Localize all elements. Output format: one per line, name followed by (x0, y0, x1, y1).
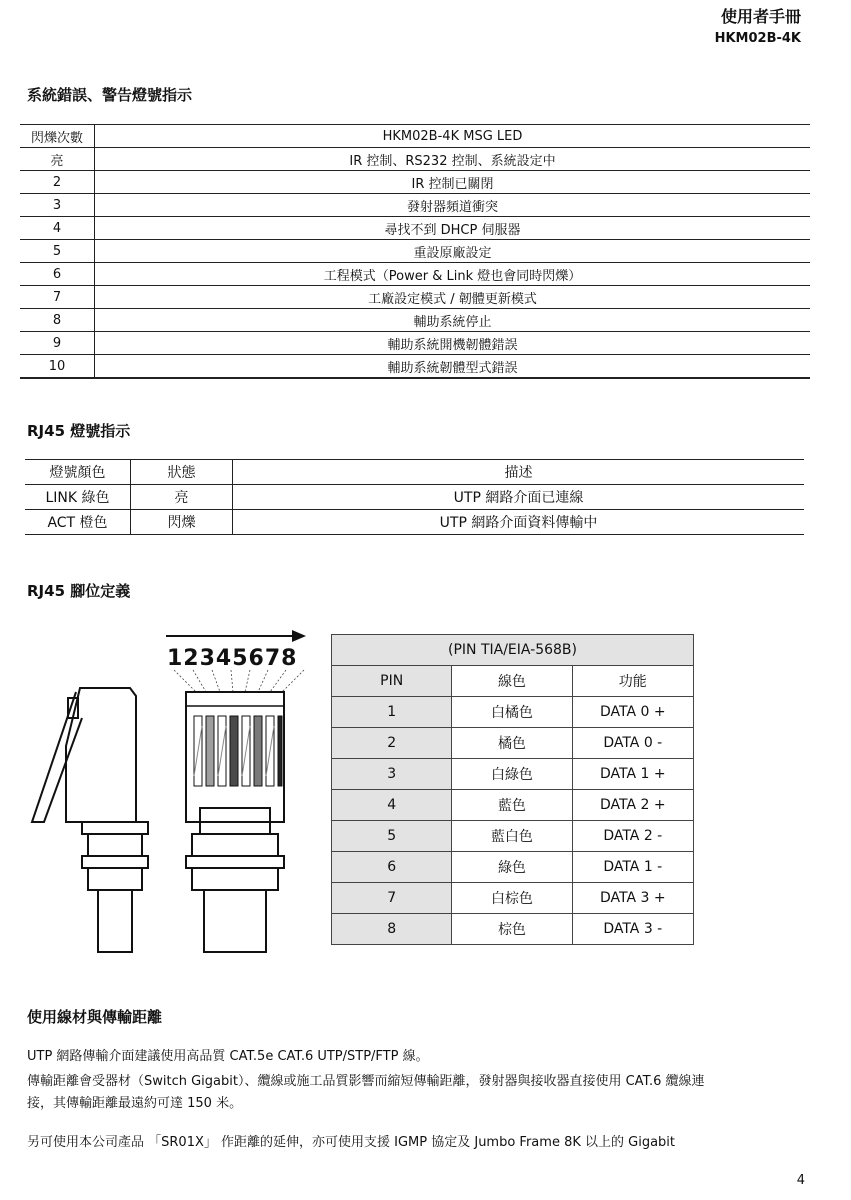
pin-function-cell: DATA 0 + (572, 697, 693, 728)
pin-number-cell: 6 (332, 852, 452, 883)
cable-text-line-1: UTP 網路傳輸介面建議使用高品質 CAT.5e CAT.6 UTP/STP/FTP 線。 (27, 1049, 429, 1064)
wire-color-cell: 綠色 (452, 852, 572, 883)
pin-function-cell: DATA 3 + (572, 883, 693, 914)
table-row (332, 790, 694, 821)
table-row (20, 194, 810, 217)
pin-number-cell: 1 (332, 697, 452, 728)
cable-section-title: 使用線材與傳輸距離 (27, 1008, 163, 1026)
blink-count-cell: 10 (20, 355, 95, 379)
table-row (332, 697, 694, 728)
led-meaning-cell: 工廠設定模式 / 韌體更新模式 (95, 286, 811, 309)
pin-function-cell: DATA 2 - (572, 821, 693, 852)
led-meaning-cell: 尋找不到 DHCP 伺服器 (95, 217, 811, 240)
column-header: 線色 (452, 666, 572, 697)
column-header: HKM02B-4K MSG LED (95, 125, 811, 148)
cable-text-line-3: 接，其傳輸距離最遠約可達 150 米。 (27, 1096, 243, 1111)
table-header-row (332, 666, 694, 697)
led-color-cell: LINK 綠色 (25, 485, 131, 510)
cable-text-line-4: 另可使用本公司產品 「SR01X」 作距離的延伸，亦可使用支援 IGMP 協定及 Jumbo Frame 8K 以上的 Gigabit (27, 1135, 675, 1150)
pin-number-labels: 12345678 (167, 646, 298, 671)
pin-function-cell: DATA 1 - (572, 852, 693, 883)
blink-count-cell: 亮 (20, 148, 95, 171)
cable-text-line-2: 傳輸距離會受器材（Switch Gigabit）、纜線或施工品質影響而縮短傳輸距離，發射器與接收器直接使用 CAT.6 纜線連 (27, 1074, 705, 1089)
blink-count-cell: 8 (20, 309, 95, 332)
led-color-cell: ACT 橙色 (25, 510, 131, 535)
model-number: HKM02B-4K (714, 31, 801, 46)
table-row (20, 171, 810, 194)
pin-function-cell: DATA 3 - (572, 914, 693, 945)
rj45-led-table (25, 459, 804, 535)
blink-count-cell: 7 (20, 286, 95, 309)
rj45-connector-illustration (20, 626, 320, 956)
manual-title: 使用者手冊 (720, 7, 801, 26)
table-row (25, 510, 804, 535)
wire-color-cell: 白棕色 (452, 883, 572, 914)
column-header: 狀態 (131, 460, 233, 485)
table-row (332, 821, 694, 852)
led-meaning-cell: IR 控制、RS232 控制、系統設定中 (95, 148, 811, 171)
column-header: 燈號顏色 (25, 460, 131, 485)
led-meaning-cell: 重設原廠設定 (95, 240, 811, 263)
pin-table (331, 634, 694, 945)
column-header: PIN (332, 666, 452, 697)
pin-number-cell: 2 (332, 728, 452, 759)
led-meaning-cell: 工程模式（Power & Link 燈也會同時閃爍） (95, 263, 811, 286)
wire-color-cell: 棕色 (452, 914, 572, 945)
led-table (20, 124, 810, 379)
table-row (20, 263, 810, 286)
blink-count-cell: 9 (20, 332, 95, 355)
wire-color-cell: 藍色 (452, 790, 572, 821)
wire-color-cell: 白橘色 (452, 697, 572, 728)
table-row (20, 355, 810, 379)
table-row (25, 485, 804, 510)
table-row (20, 286, 810, 309)
pin-number-cell: 5 (332, 821, 452, 852)
table-row (20, 148, 810, 171)
led-meaning-cell: 發射器頻道衝突 (95, 194, 811, 217)
led-meaning-cell: 輔助系統停止 (95, 309, 811, 332)
blink-count-cell: 5 (20, 240, 95, 263)
pin-table-title: (PIN TIA/EIA-568B) (332, 635, 694, 666)
pin-number-cell: 4 (332, 790, 452, 821)
table-row (332, 852, 694, 883)
pin-function-cell: DATA 1 + (572, 759, 693, 790)
led-section-title: 系統錯誤、警告燈號指示 (27, 86, 193, 104)
pin-function-cell: DATA 0 - (572, 728, 693, 759)
wire-color-cell: 藍白色 (452, 821, 572, 852)
led-meaning-cell: 輔助系統開機韌體錯誤 (95, 332, 811, 355)
led-meaning-cell: 輔助系統韌體型式錯誤 (95, 355, 811, 379)
table-row (332, 914, 694, 945)
table-row (332, 883, 694, 914)
rj45-pin-section-title: RJ45 腳位定義 (27, 582, 131, 600)
table-row (332, 728, 694, 759)
table-row (20, 309, 810, 332)
led-status-cell: 閃爍 (131, 510, 233, 535)
pin-number-cell: 7 (332, 883, 452, 914)
pin-function-cell: DATA 2 + (572, 790, 693, 821)
table-header-row (25, 460, 804, 485)
table-header-row (20, 125, 810, 148)
blink-count-cell: 4 (20, 217, 95, 240)
table-row (20, 332, 810, 355)
table-row (20, 240, 810, 263)
led-status-cell: 亮 (131, 485, 233, 510)
blink-count-cell: 6 (20, 263, 95, 286)
wire-color-cell: 白綠色 (452, 759, 572, 790)
blink-count-cell: 3 (20, 194, 95, 217)
led-meaning-cell: IR 控制已關閉 (95, 171, 811, 194)
led-description-cell: UTP 網路介面資料傳輸中 (233, 510, 805, 535)
wire-color-cell: 橘色 (452, 728, 572, 759)
table-row (20, 217, 810, 240)
pin-number-cell: 3 (332, 759, 452, 790)
pin-number-cell: 8 (332, 914, 452, 945)
pin-table-title-row (332, 635, 694, 666)
rj45-led-section-title: RJ45 燈號指示 (27, 422, 131, 440)
led-description-cell: UTP 網路介面已連線 (233, 485, 805, 510)
blink-count-cell: 2 (20, 171, 95, 194)
page-number: 4 (796, 1173, 805, 1188)
column-header: 功能 (572, 666, 693, 697)
column-header: 閃爍次數 (20, 125, 95, 148)
table-row (332, 759, 694, 790)
column-header: 描述 (233, 460, 805, 485)
